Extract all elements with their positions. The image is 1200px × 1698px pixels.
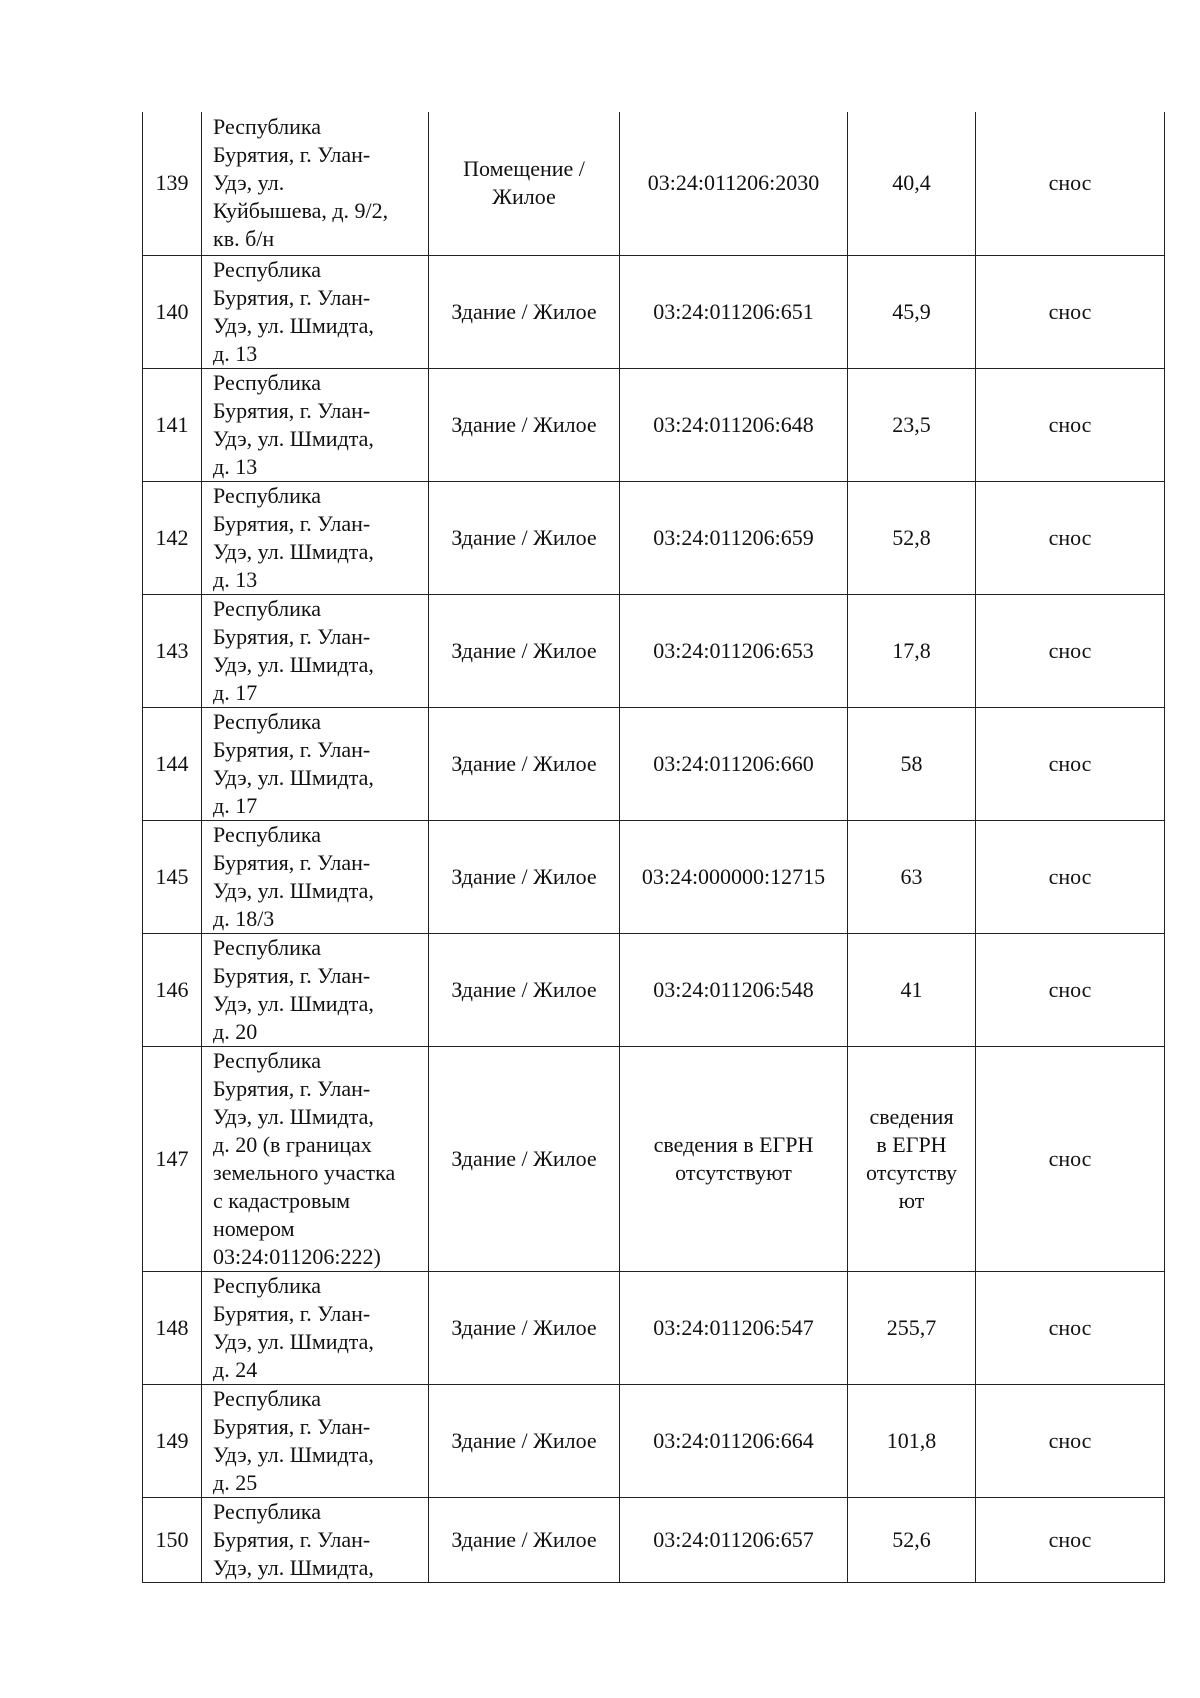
address-cell-line: Бурятия, г. Улан- — [213, 142, 371, 168]
property-registry-table — [142, 112, 1165, 1583]
object-type-cell — [429, 1271, 620, 1384]
cadastral-number-cell-line: 03:24:011206:651 — [653, 298, 814, 324]
cadastral-number-cell — [620, 1497, 848, 1582]
object-type-cell — [429, 1046, 620, 1271]
object-type-cell-line: Здание / Жилое — [451, 1145, 597, 1171]
address-cell-line: Удэ, ул. Шмидта, — [213, 1441, 374, 1467]
action-cell: снос — [976, 1384, 1165, 1497]
table-row — [143, 594, 1165, 707]
cadastral-number-cell-line: сведения в ЕГРН — [653, 1131, 814, 1157]
address-cell-line: Республика — [213, 369, 322, 395]
row-number-cell: 140 — [143, 255, 202, 368]
cadastral-number-cell-line: 03:24:011206:547 — [653, 1314, 814, 1340]
object-type-cell — [429, 1384, 620, 1497]
action-cell: снос — [976, 594, 1165, 707]
row-number-cell: 142 — [143, 481, 202, 594]
area-cell-line: ют — [898, 1187, 925, 1213]
object-type-cell — [429, 481, 620, 594]
area-cell-line: 17,8 — [892, 637, 931, 663]
address-cell — [202, 1497, 429, 1582]
object-type-cell — [429, 1497, 620, 1582]
address-cell-line: д. 13 — [213, 453, 258, 479]
cadastral-number-cell-line: 03:24:011206:648 — [653, 411, 814, 437]
address-cell-line: д. 17 — [213, 679, 258, 705]
table-row — [143, 255, 1165, 368]
row-number-cell: 150 — [143, 1497, 202, 1582]
address-cell-line: Удэ, ул. Шмидта, — [213, 651, 374, 677]
row-number-cell: 147 — [143, 1046, 202, 1271]
address-cell-line: д. 24 — [213, 1356, 258, 1382]
address-cell-line: Удэ, ул. Шмидта, — [213, 1328, 374, 1354]
table-row — [143, 707, 1165, 820]
address-cell-line: д. 17 — [213, 792, 258, 818]
address-cell — [202, 1271, 429, 1384]
address-cell — [202, 820, 429, 933]
action-cell: снос — [976, 820, 1165, 933]
area-cell-line: 52,6 — [892, 1526, 931, 1552]
cadastral-number-cell-line: 03:24:011206:2030 — [647, 170, 820, 196]
address-cell-line: Республика — [213, 482, 322, 508]
object-type-cell-line: Здание / Жилое — [451, 863, 597, 889]
address-cell-line: 03:24:011206:222) — [213, 1243, 381, 1269]
address-cell-line: Удэ, ул. Шмидта, — [213, 538, 374, 564]
cadastral-number-cell-line: 03:24:011206:660 — [653, 750, 814, 776]
area-cell-line: сведения — [869, 1103, 954, 1129]
cadastral-number-cell — [620, 933, 848, 1046]
address-cell-line: д. 18/3 — [213, 905, 275, 931]
row-number-cell: 149 — [143, 1384, 202, 1497]
object-type-cell-line: Здание / Жилое — [451, 637, 597, 663]
address-cell-line: Республика — [213, 1498, 322, 1524]
cadastral-number-cell — [620, 368, 848, 481]
object-type-cell — [429, 820, 620, 933]
object-type-cell — [429, 112, 620, 255]
action-cell: снос — [976, 255, 1165, 368]
area-cell-line: 63 — [900, 863, 923, 889]
row-number-cell: 143 — [143, 594, 202, 707]
table-row — [143, 1384, 1165, 1497]
address-cell-line: д. 13 — [213, 340, 258, 366]
action-cell: снос — [976, 707, 1165, 820]
address-cell-line: Удэ, ул. Шмидта, — [213, 990, 374, 1016]
object-type-cell-line: Здание / Жилое — [451, 524, 597, 550]
address-cell-line: Бурятия, г. Улан- — [213, 1413, 371, 1439]
area-cell-line: в ЕГРН — [876, 1131, 947, 1157]
cadastral-number-cell — [620, 707, 848, 820]
table-body — [143, 112, 1165, 1582]
address-cell-line: Республика — [213, 1272, 322, 1298]
object-type-cell-line: Здание / Жилое — [451, 976, 597, 1002]
address-cell — [202, 594, 429, 707]
area-cell — [848, 1384, 976, 1497]
address-cell-line: Республика — [213, 1385, 322, 1411]
cadastral-number-cell — [620, 820, 848, 933]
action-cell: снос — [976, 1046, 1165, 1271]
address-cell-line: Удэ, ул. — [213, 170, 285, 196]
object-type-cell — [429, 707, 620, 820]
address-cell — [202, 1046, 429, 1271]
object-type-cell-line: Здание / Жилое — [451, 298, 597, 324]
object-type-cell-line: Здание / Жилое — [451, 1526, 597, 1552]
address-cell-line: Удэ, ул. Шмидта, — [213, 1103, 374, 1129]
area-cell — [848, 933, 976, 1046]
address-cell-line: д. 13 — [213, 566, 258, 592]
object-type-cell-line: Здание / Жилое — [451, 750, 597, 776]
address-cell-line: Удэ, ул. Шмидта, — [213, 764, 374, 790]
object-type-cell-line: Здание / Жилое — [451, 1427, 597, 1453]
address-cell-line: д. 20 (в границах — [213, 1131, 372, 1157]
cadastral-number-cell — [620, 481, 848, 594]
cadastral-number-cell-line: 03:24:000000:12715 — [641, 863, 826, 889]
address-cell-line: кв. б/н — [213, 226, 275, 252]
address-cell — [202, 481, 429, 594]
area-cell-line: 45,9 — [892, 298, 931, 324]
address-cell-line: Республика — [213, 934, 322, 960]
area-cell — [848, 820, 976, 933]
area-cell-line: 23,5 — [892, 411, 931, 437]
cadastral-number-cell-line: 03:24:011206:659 — [653, 524, 814, 550]
address-cell-line: Бурятия, г. Улан- — [213, 849, 371, 875]
area-cell — [848, 1046, 976, 1271]
address-cell-line: Бурятия, г. Улан- — [213, 962, 371, 988]
table-row — [143, 820, 1165, 933]
object-type-cell — [429, 933, 620, 1046]
address-cell — [202, 255, 429, 368]
area-cell — [848, 368, 976, 481]
area-cell-line: 255,7 — [886, 1314, 937, 1340]
cadastral-number-cell-line: 03:24:011206:653 — [653, 637, 814, 663]
address-cell-line: Бурятия, г. Улан- — [213, 1526, 371, 1552]
address-cell-line: Удэ, ул. Шмидта, — [213, 312, 374, 338]
address-cell-line: земельного участка — [213, 1159, 396, 1185]
area-cell — [848, 255, 976, 368]
address-cell-line: Республика — [213, 821, 322, 847]
cadastral-number-cell — [620, 594, 848, 707]
address-cell — [202, 368, 429, 481]
address-cell-line: д. 20 — [213, 1018, 258, 1044]
address-cell — [202, 112, 429, 255]
object-type-cell-line: Здание / Жилое — [451, 1314, 597, 1340]
action-cell: снос — [976, 481, 1165, 594]
cadastral-number-cell-line: 03:24:011206:548 — [653, 976, 814, 1002]
area-cell — [848, 1497, 976, 1582]
area-cell — [848, 1271, 976, 1384]
cadastral-number-cell — [620, 1271, 848, 1384]
object-type-cell — [429, 368, 620, 481]
area-cell — [848, 594, 976, 707]
table-row — [143, 1046, 1165, 1271]
table-row — [143, 933, 1165, 1046]
table-row — [143, 368, 1165, 481]
address-cell-line: Республика — [213, 114, 322, 140]
row-number-cell: 139 — [143, 112, 202, 255]
address-cell-line: Бурятия, г. Улан- — [213, 1300, 371, 1326]
row-number-cell: 146 — [143, 933, 202, 1046]
address-cell-line: Республика — [213, 1047, 322, 1073]
address-cell — [202, 1384, 429, 1497]
area-cell-line: 101,8 — [886, 1427, 937, 1453]
address-cell-line: Бурятия, г. Улан- — [213, 284, 371, 310]
cadastral-number-cell-line: 03:24:011206:664 — [653, 1427, 814, 1453]
area-cell-line: 40,4 — [892, 170, 931, 196]
area-cell — [848, 112, 976, 255]
area-cell — [848, 481, 976, 594]
action-cell: снос — [976, 1271, 1165, 1384]
area-cell-line: отсутству — [866, 1159, 957, 1185]
row-number-cell: 144 — [143, 707, 202, 820]
object-type-cell — [429, 255, 620, 368]
cadastral-number-cell-line: отсутствуют — [675, 1159, 792, 1185]
address-cell-line: с кадастровым — [213, 1187, 351, 1213]
address-cell-line: Бурятия, г. Улан- — [213, 1075, 371, 1101]
table-row — [143, 112, 1165, 255]
address-cell-line: Бурятия, г. Улан- — [213, 397, 371, 423]
table-row — [143, 1271, 1165, 1384]
area-cell-line: 41 — [900, 976, 923, 1002]
area-cell-line: 52,8 — [892, 524, 931, 550]
row-number-cell: 141 — [143, 368, 202, 481]
address-cell-line: Бурятия, г. Улан- — [213, 623, 371, 649]
row-number-cell: 148 — [143, 1271, 202, 1384]
cadastral-number-cell — [620, 1046, 848, 1271]
address-cell-line: Республика — [213, 708, 322, 734]
table-row — [143, 481, 1165, 594]
object-type-cell-line: Жилое — [492, 184, 556, 210]
object-type-cell — [429, 594, 620, 707]
row-number-cell: 145 — [143, 820, 202, 933]
action-cell: снос — [976, 933, 1165, 1046]
address-cell-line: Бурятия, г. Улан- — [213, 736, 371, 762]
cadastral-number-cell — [620, 112, 848, 255]
address-cell-line: Удэ, ул. Шмидта, — [213, 425, 374, 451]
cadastral-number-cell — [620, 1384, 848, 1497]
object-type-cell-line: Помещение / — [463, 156, 585, 182]
address-cell-line: номером — [213, 1215, 295, 1241]
cadastral-number-cell-line: 03:24:011206:657 — [653, 1526, 814, 1552]
action-cell: снос — [976, 112, 1165, 255]
address-cell-line: Куйбышева, д. 9/2, — [213, 198, 389, 224]
address-cell-line: Республика — [213, 256, 322, 282]
cadastral-number-cell — [620, 255, 848, 368]
address-cell-line: Удэ, ул. Шмидта, — [213, 877, 374, 903]
address-cell-line: Республика — [213, 595, 322, 621]
address-cell — [202, 707, 429, 820]
action-cell: снос — [976, 368, 1165, 481]
area-cell — [848, 707, 976, 820]
table-row — [143, 1497, 1165, 1582]
action-cell: снос — [976, 1497, 1165, 1582]
address-cell-line: д. 25 — [213, 1469, 258, 1495]
address-cell-line: Бурятия, г. Улан- — [213, 510, 371, 536]
object-type-cell-line: Здание / Жилое — [451, 411, 597, 437]
area-cell-line: 58 — [900, 750, 923, 776]
address-cell — [202, 933, 429, 1046]
address-cell-line: Удэ, ул. Шмидта, — [213, 1554, 374, 1580]
